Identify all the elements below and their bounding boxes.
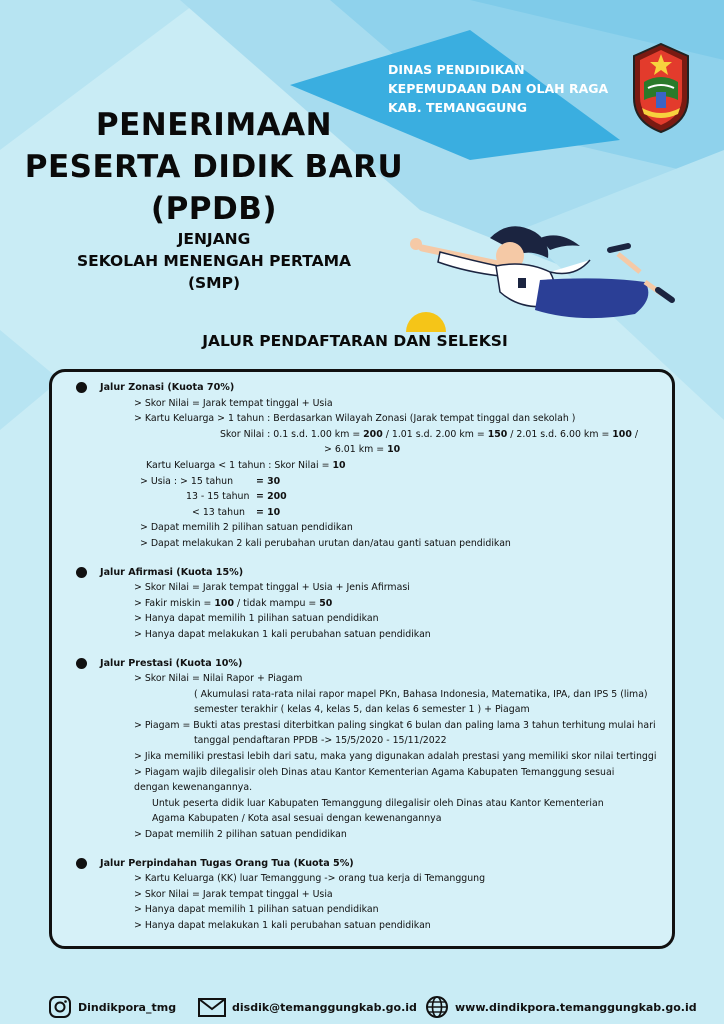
sun-decoration	[404, 312, 448, 332]
subtitle-line-3: (SMP)	[187, 274, 241, 292]
subtitle-line-2: SEKOLAH MENENGAH PERTAMA	[76, 252, 352, 270]
crest-logo	[630, 42, 692, 134]
zonasi-kk-row	[76, 458, 662, 474]
value: 100	[612, 428, 632, 440]
email-icon	[198, 995, 226, 1019]
prestasi-line: > Dapat memilih 2 pilihan satuan pendidikan	[134, 829, 347, 841]
footer-website[interactable]	[425, 990, 697, 1024]
title-line-1: PENERIMAAN	[95, 107, 333, 143]
footer-email[interactable]	[198, 990, 417, 1024]
perpindahan-title: Jalur Perpindahan Tugas Orang Tua (Kuota 5%)	[76, 856, 662, 872]
prestasi-line: > Skor Nilai = Nilai Rapor + Piagam	[134, 673, 303, 685]
afirmasi-title: Jalur Afirmasi (Kuota 15%)	[76, 565, 662, 581]
zonasi-line: > Skor Nilai = Jarak tempat tinggal + Usia	[134, 397, 333, 409]
perpindahan-line: > Hanya dapat memilih 1 pilihan satuan pendidikan	[134, 904, 379, 916]
usia-row-1	[76, 474, 662, 490]
title-line-3: (PPDB)	[150, 191, 278, 227]
zonasi-score-row-2	[76, 442, 662, 458]
section-heading: JALUR PENDAFTARAN DAN SELEKSI	[202, 332, 508, 350]
prestasi-line: > Piagam = Bukti atas prestasi diterbitkan paling singkat 6 bulan dan paling lama 3 tahun terhitung mulai hari	[134, 719, 656, 731]
text: / 2.01 s.d. 6.00 km =	[507, 428, 613, 440]
block-prestasi	[76, 656, 662, 843]
zonasi-title: Jalur Zonasi (Kuota 70%)	[76, 380, 662, 396]
usia-value: = 30	[256, 475, 281, 487]
text: > Fakir miskin =	[134, 597, 215, 609]
usia-value: = 200	[256, 491, 287, 503]
page-title	[0, 104, 428, 230]
usia-value: = 10	[256, 506, 281, 518]
block-perpindahan	[76, 856, 662, 934]
afirmasi-line: > Hanya dapat melakukan 1 kali perubahan satuan pendidikan	[134, 628, 431, 640]
value: 10	[387, 444, 401, 456]
text: > 6.01 km =	[324, 444, 388, 456]
agency-line-1: DINAS PENDIDIKAN	[388, 62, 525, 77]
afirmasi-score-row	[76, 596, 662, 612]
value: 50	[319, 597, 333, 609]
globe-icon	[425, 995, 449, 1019]
agency-line-2: KEPEMUDAAN DAN OLAH RAGA	[388, 81, 609, 96]
zonasi-line: > Dapat melakukan 2 kali perubahan urutan dan/atau ganti satuan pendidikan	[140, 537, 511, 549]
zonasi-score-row	[76, 427, 662, 443]
value: 100	[214, 597, 234, 609]
text: / tidak mampu =	[233, 597, 320, 609]
prestasi-line: Untuk peserta didik luar Kabupaten Temanggung dilegalisir oleh Dinas atau Kantor Kementerian Agama Kabupaten / Kota asal sesuai dengan kewenangannya	[152, 797, 604, 825]
text: Kartu Keluarga < 1 tahun : Skor Nilai =	[146, 459, 333, 471]
afirmasi-line: > Skor Nilai = Jarak tempat tinggal + Usia + Jenis Afirmasi	[134, 582, 410, 594]
prestasi-line: ( Akumulasi rata-rata nilai rapor mapel PKn, Bahasa Indonesia, Matematika, IPA, dan IPS 5 (lima) semester terakhir ( kelas 4, kelas 5, dan kelas 6 semester 1 ) + Piagam	[194, 688, 648, 716]
usia-key: > Usia : > 15 tahun	[140, 475, 234, 487]
usia-row-2	[76, 489, 662, 505]
value: 200	[363, 428, 383, 440]
prestasi-line: > Piagam wajib dilegalisir oleh Dinas atau Kantor Kementerian Agama Kabupaten Temanggung sesuai dengan kewenangannya.	[134, 766, 615, 794]
text: /	[631, 428, 638, 440]
value: 150	[487, 428, 508, 440]
page-subtitle	[0, 228, 428, 294]
agency-line-3: KAB. TEMANGGUNG	[388, 100, 528, 115]
title-line-2: PESERTA DIDIK BARU	[24, 149, 404, 185]
instagram-handle[interactable]: Dindikpora_tmg	[78, 1000, 177, 1014]
value: 10	[332, 459, 346, 471]
subtitle-line-1: JENJANG	[177, 230, 251, 248]
afirmasi-line: > Hanya dapat memilih 1 pilihan satuan pendidikan	[134, 613, 379, 625]
prestasi-title: Jalur Prestasi (Kuota 10%)	[76, 656, 662, 672]
usia-key: < 13 tahun	[192, 506, 245, 518]
email-address[interactable]: disdik@temanggungkab.go.id	[232, 1000, 417, 1014]
footer	[0, 990, 724, 1024]
usia-key: 13 - 15 tahun	[186, 491, 250, 503]
prestasi-line: > Jika memiliki prestasi lebih dari satu, maka yang digunakan adalah prestasi yang memiliki skor nilai tertinggi	[134, 751, 657, 763]
zonasi-line: > Kartu Keluarga > 1 tahun : Berdasarkan Wilayah Zonasi (Jarak tempat tinggal dan sekolah )	[134, 413, 576, 425]
block-afirmasi	[76, 565, 662, 643]
usia-row-3	[76, 505, 662, 521]
zonasi-line: > Dapat memilih 2 pilihan satuan pendidikan	[140, 522, 353, 534]
prestasi-line: tanggal pendaftaran PPDB -> 15/5/2020 - 15/11/2022	[194, 735, 447, 747]
footer-instagram[interactable]	[48, 990, 176, 1024]
website-url[interactable]: www.dindikpora.temanggungkab.go.id	[455, 1000, 697, 1014]
instagram-icon	[48, 995, 72, 1019]
text: / 1.01 s.d. 2.00 km =	[382, 428, 488, 440]
content-panel	[49, 369, 675, 949]
perpindahan-line: > Skor Nilai = Jarak tempat tinggal + Usia	[134, 888, 333, 900]
block-zonasi	[76, 380, 662, 552]
perpindahan-line: > Hanya dapat melakukan 1 kali perubahan satuan pendidikan	[134, 920, 431, 931]
perpindahan-line: > Kartu Keluarga (KK) luar Temanggung -> orang tua kerja di Temanggung	[134, 873, 486, 885]
text: Skor Nilai : 0.1 s.d. 1.00 km =	[219, 428, 364, 440]
